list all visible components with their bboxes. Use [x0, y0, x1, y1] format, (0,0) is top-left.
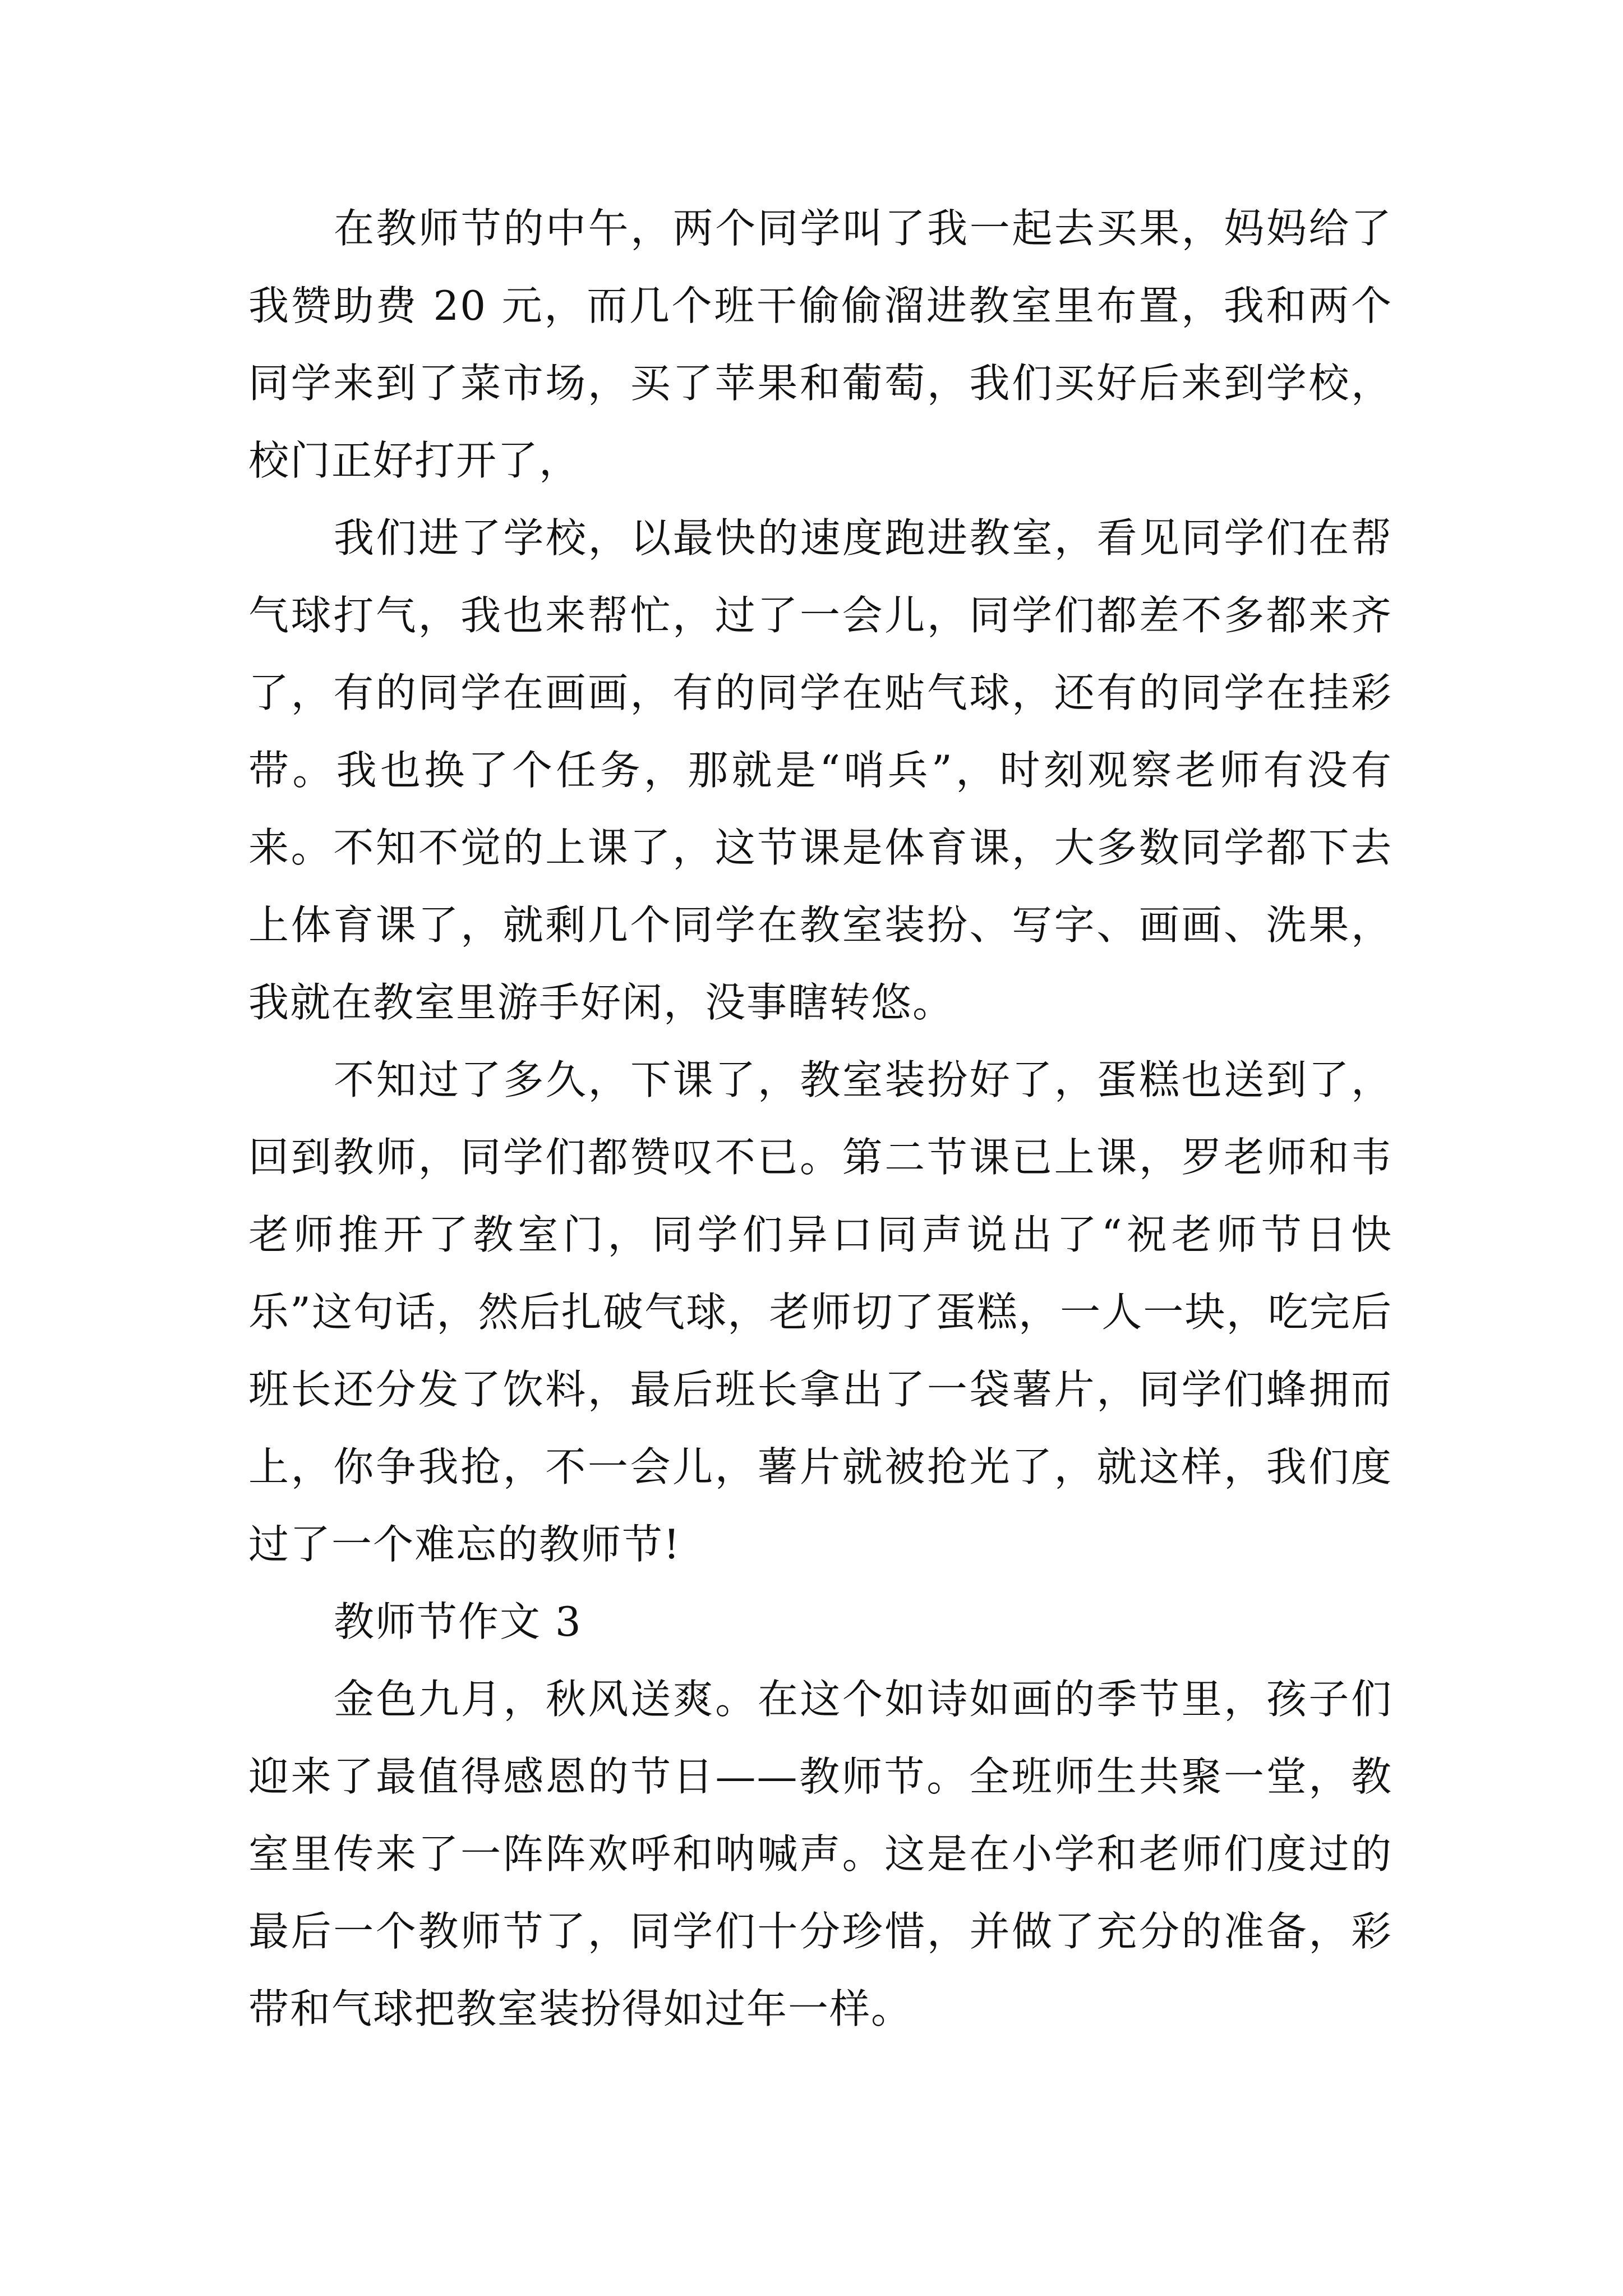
paragraph-3: 不知过了多久，下课了，教室装扮好了，蛋糕也送到了，回到教师，同学们都赞叹不已。第二节课已上课，罗老师和韦老师推开了教室门，同学们异口同声说出了“祝老师节日快乐”这句话，然后扎破气球，老师切了蛋糕，一人一块，吃完后班长还分发了饮料，最后班长拿出了一袋薯片，同学们蜂拥而上，你争我抢，不一会儿，薯片就被抢光了，就这样，我们度过了一个难忘的教师节!	[248, 1056, 1393, 1568]
paragraph-1: 在教师节的中午，两个同学叫了我一起去买果，妈妈给了我赞助费 20 元，而几个班干偷偷溜进教室里布置，我和两个同学来到了菜市场，买了苹果和葡萄，我们买好后来到学校，校门正好打开了，	[248, 205, 1393, 484]
section-title: 教师节作文 3	[334, 1598, 582, 1645]
document-body	[248, 190, 1393, 2047]
paragraph-4: 金色九月，秋风送爽。在这个如诗如画的季节里，孩子们迎来了最值得感恩的节日——教师节。全班师生共聚一堂，教室里传来了一阵阵欢呼和呐喊声。这是在小学和老师们度过的最后一个教师节了，同学们十分珍惜，并做了充分的准备，彩带和气球把教室装扮得如过年一样。	[248, 1676, 1393, 2032]
paragraph-2: 我们进了学校，以最快的速度跑进教室，看见同学们在帮气球打气，我也来帮忙，过了一会儿，同学们都差不多都来齐了，有的同学在画画，有的同学在贴气球，还有的同学在挂彩带。我也换了个任务，那就是“哨兵”，时刻观察老师有没有来。不知不觉的上课了，这节课是体育课，大多数同学都下去上体育课了，就剩几个同学在教室装扮、写字、画画、洗果，我就在教室里游手好闲，没事瞎转悠。	[248, 514, 1393, 1026]
